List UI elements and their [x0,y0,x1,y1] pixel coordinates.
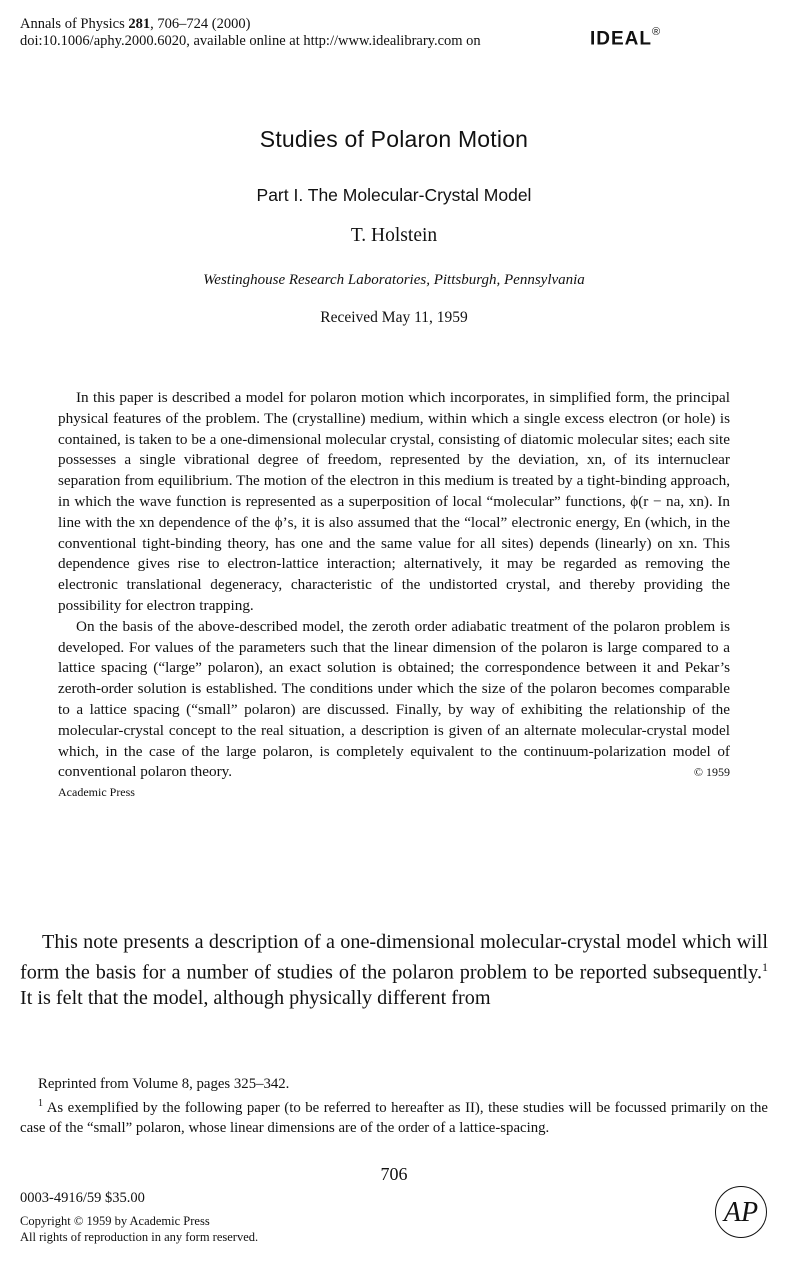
abstract-paragraph-1: In this paper is described a model for polaron motion which incorporates, in simplified form, the principal physical features of the problem. The (crystalline) medium, within which a single excess electron (or hole) is contained, is taken to be a one-dimensional molecular crystal, consisting of diatomic molecular sites; each site possesses a single vibrational degree of freedom, represented by the deviation, xn, of its internuclear separation from equilibrium. The motion of the electron in this medium is treated by a tight-binding approach, in which the wave function is represented as a superposition of local “molecular” functions, ϕ(r − na, xn). In line with the xn dependence of the ϕ’s, it is also assumed that the “local” electronic energy, En (which, in the conventional tight-binding theory, has one and the same value for all sites) depends (linearly) on xn. This dependence gives rise to electron-lattice interaction; alternatively, it may be regarded as removing the electronic translational degeneracy, characteristic of the undistorted crystal, and thereby providing the possibility for electron trapping. [58,389,730,614]
doi-line: doi:10.1006/aphy.2000.6020, available online at http://www.idealibrary.com on [20,33,481,49]
journal-header [20,16,481,50]
body-text [20,930,768,1011]
ideal-logo [590,28,661,50]
body-paragraph-1-cont: It is felt that the model, although physically different from [20,986,491,1009]
abstract-paragraph-2 [58,617,730,783]
reprint-note: Reprinted from Volume 8, pages 325–342. [38,1076,290,1092]
citation-line [20,16,481,33]
received-date: Received May 11, 1959 [320,309,468,326]
footnotes [20,1074,768,1138]
footnote-1-text: As exemplified by the following paper (to be referred to hereafter as II), these studies will be focussed primarily on the case of the “small” polaron, whose linear dimensions are of the order of a lattice-spacing. [20,1099,768,1136]
rights-line: All rights of reproduction in any form reserved. [20,1230,259,1244]
article-title: Studies of Polaron Motion [259,126,529,152]
abstract-paragraph-2-text: On the basis of the above-described model, the zeroth order adiabatic treatment of the polaron problem is developed. For values of the parameters such that the linear dimension of the polaron is large compared to a lattice spacing (“large” polaron), an exact solution is obtained; the correspondence between it and Pekar’s zeroth-order solution is established. The conditions under which the size of the polaron becomes comparable to a lattice spacing (“small” polaron) are discussed. Finally, by way of exhibiting the relationship of the molecular-crystal concept to the real situation, a description is given of an alternate molecular-crystal model which, in the case of the large polaron, is completely equivalent to the continuum-polarization model of conventional polaron theory. [58,617,730,781]
issn-price: 0003-4916/59 $35.00 [20,1190,145,1206]
copyright-line: Copyright © 1959 by Academic Press [20,1214,210,1228]
academic-press-logo: AP [715,1186,767,1238]
author-affiliation: Westinghouse Research Laboratories, Pittsburgh, Pennsylvania [203,272,585,288]
copyright-block [20,1213,258,1245]
abstract-copyright: © 1959 [693,765,730,780]
footnote-1 [20,1094,768,1138]
footnote-ref[interactable]: 1 [762,960,768,974]
footnote-1-mark: 1 [38,1098,43,1109]
journal-name: Annals of Physics [20,16,125,32]
registered-mark: ® [652,26,662,38]
body-paragraph-1 [20,930,768,1011]
article-subtitle: Part I. The Molecular-Crystal Model [256,185,532,205]
body-paragraph-1-text: This note presents a description of a one-dimensional molecular-crystal model which will form the basis for a number of studies of the polaron problem to be reported subsequently. [20,931,768,984]
page-number: 706 [380,1164,408,1184]
ideal-logo-text: IDEAL [590,28,652,50]
journal-volume: 281 [128,16,151,32]
journal-pages: , 706–724 (2000) [150,16,251,32]
abstract [58,388,730,801]
article-author: T. Holstein [350,225,438,246]
abstract-publisher: Academic Press [58,785,135,800]
